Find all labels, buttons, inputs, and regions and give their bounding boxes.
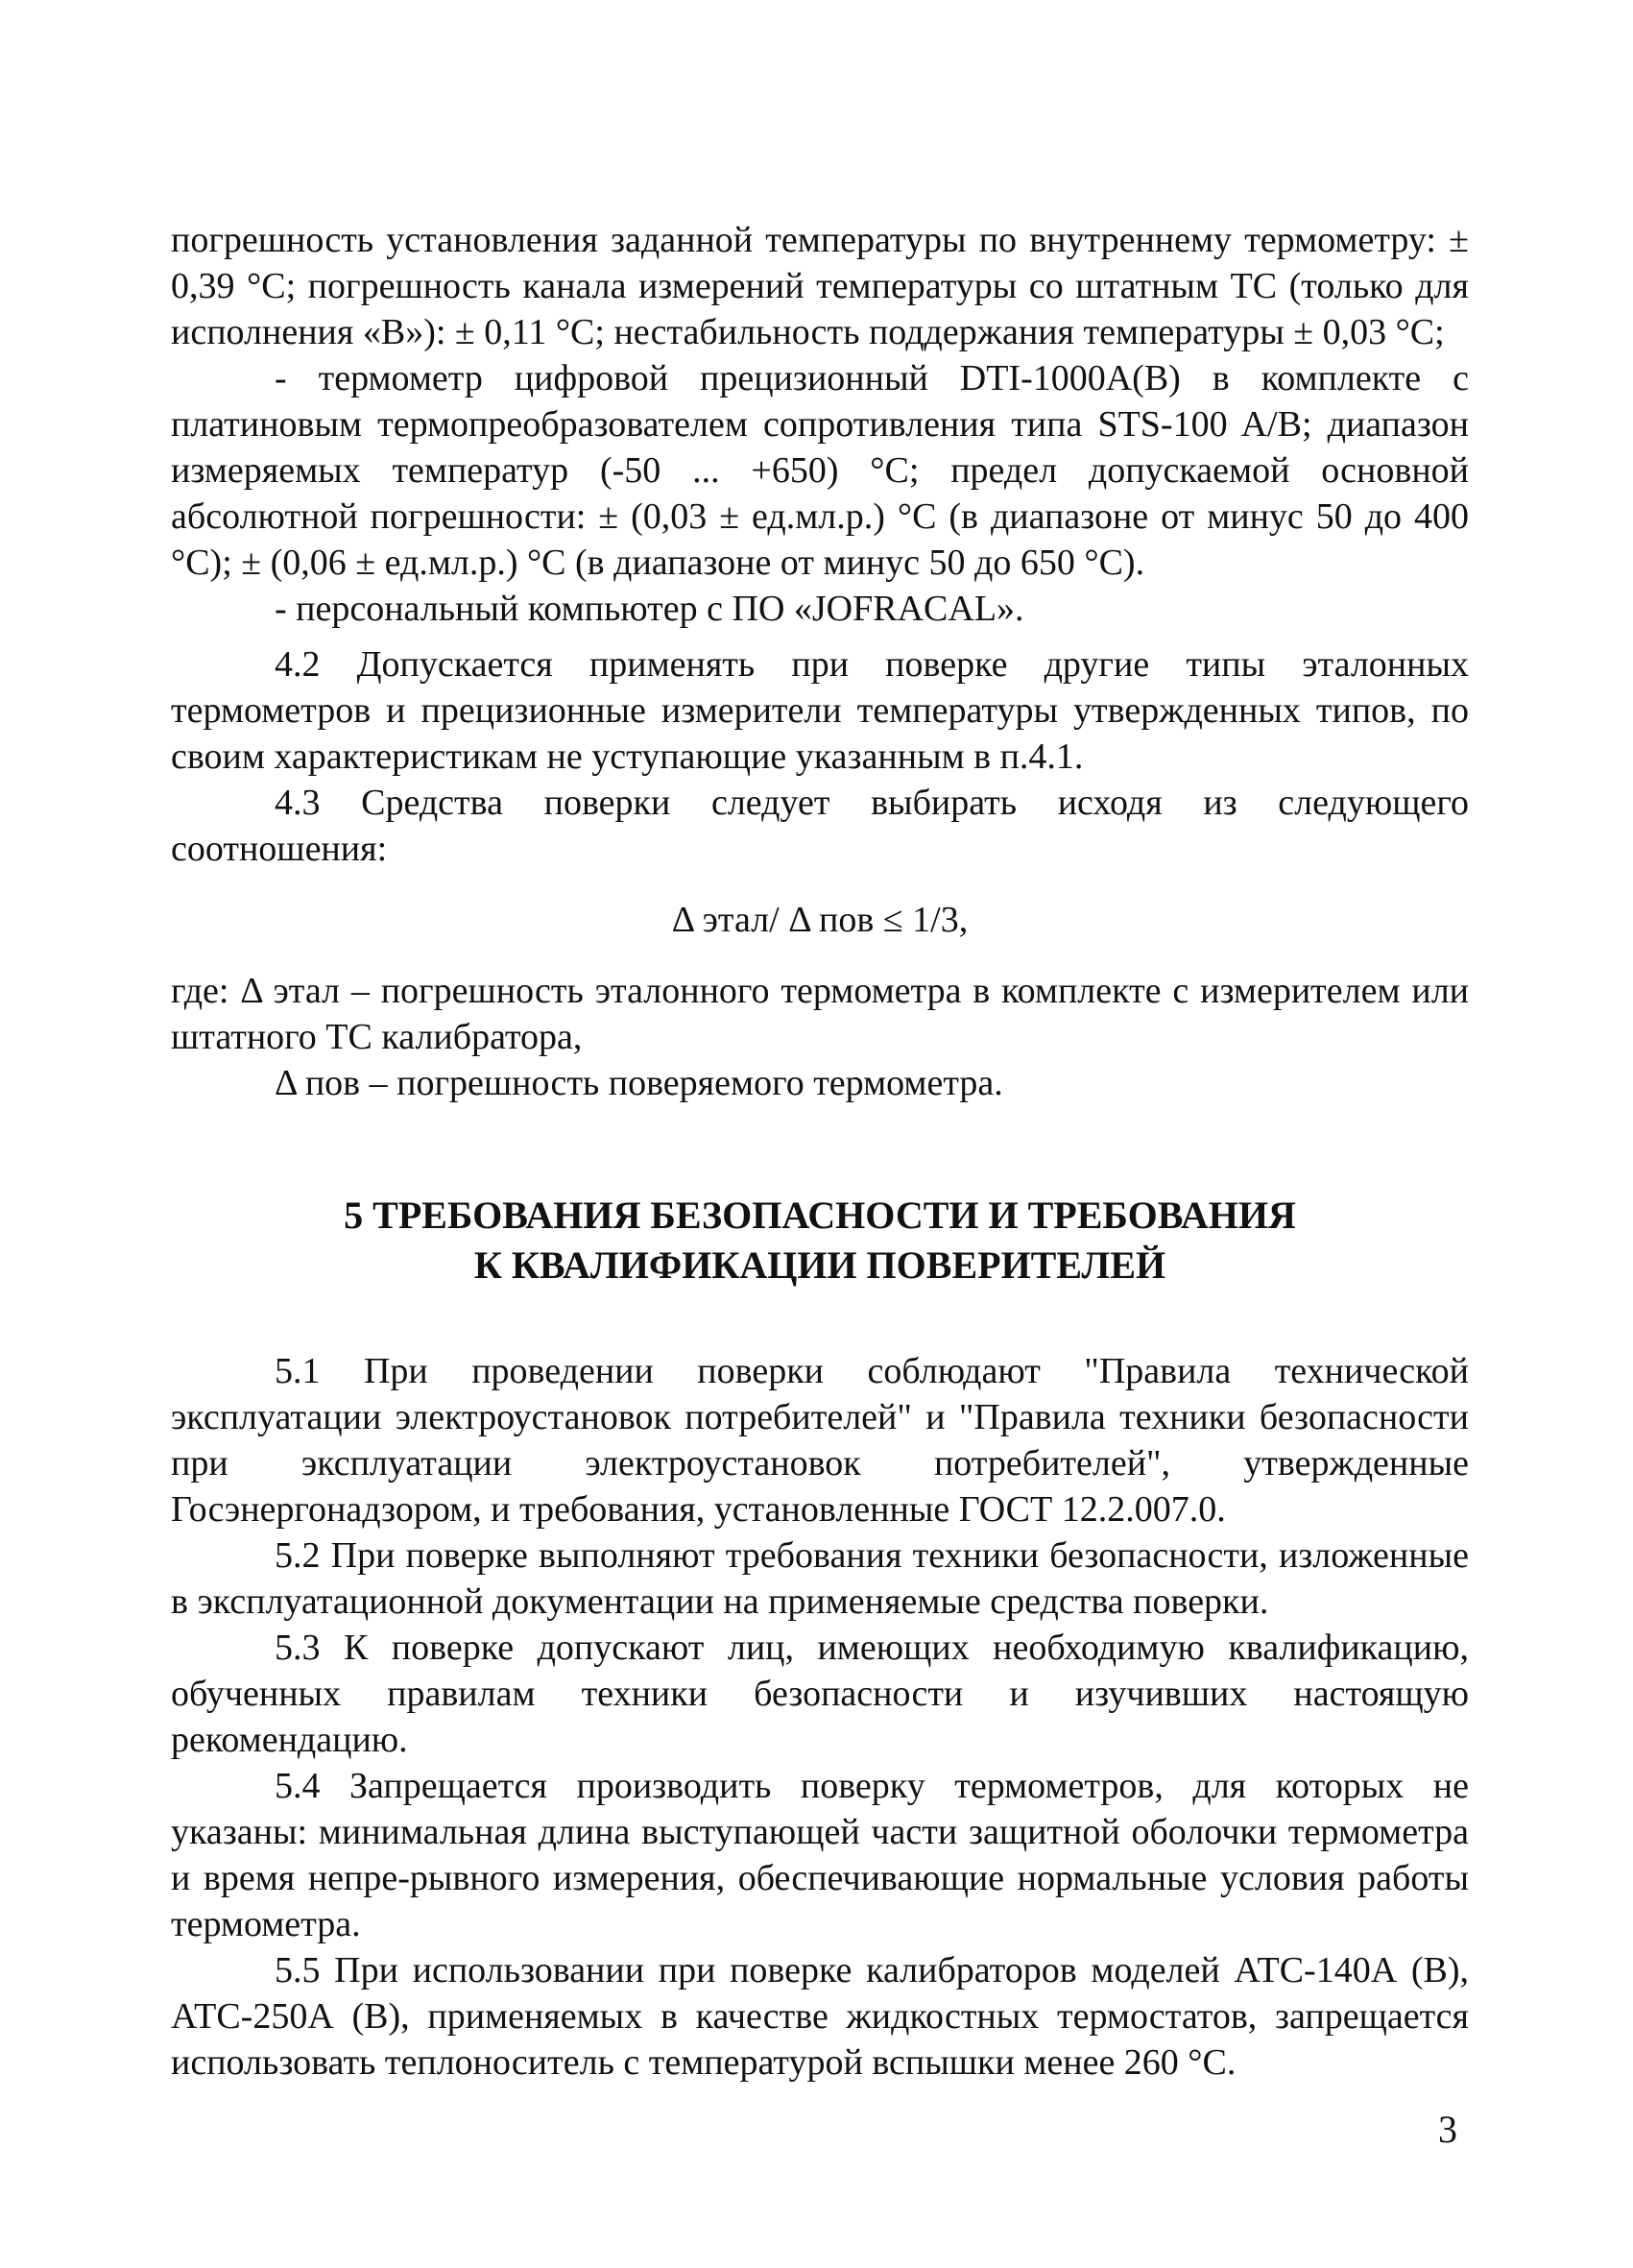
heading-line-1: 5 ТРЕБОВАНИЯ БЕЗОПАСНОСТИ И ТРЕБОВАНИЯ	[344, 1194, 1296, 1237]
page-content	[171, 217, 1469, 2086]
heading-line-2: К КВАЛИФИКАЦИИ ПОВЕРИТЕЛЕЙ	[473, 1243, 1166, 1287]
paragraph-pc-software: - персональный компьютер с ПО «JOFRACAL».	[275, 589, 1024, 629]
where-line-etal: где: Δ этал – погрешность эталонного термометра в комплекте с измерителем или штатного ТС калибратора,	[171, 971, 1469, 1057]
paragraph-4-2: 4.2 Допускается применять при поверке другие типы эталонных термометров и прецизионные измерители температуры утвержденных типов, по своим характеристикам не уступающие указанным в п.4.1.	[171, 644, 1469, 777]
paragraph-4-3: 4.3 Средства поверки следует выбирать исходя из следующего соотношения:	[171, 783, 1469, 869]
page-number: 3	[1438, 2108, 1457, 2151]
where-line-pov: Δ пов – погрешность поверяемого термометра.	[275, 1063, 1003, 1103]
paragraph-5-1: 5.1 При проведении поверки соблюдают "Правила технической эксплуатации электроустановок потребителей" и "Правила техники безопасности при эксплуатации электроустановок потребителей", утвержденные Госэнергонадзором, и требования, установленные ГОСТ 12.2.007.0.	[171, 1351, 1469, 1530]
paragraph-5-2: 5.2 При поверке выполняют требования техники безопасности, изложенные в эксплуатационной документации на применяемые средства поверки.	[171, 1535, 1469, 1622]
paragraph-dti-thermometer: - термометр цифровой прецизионный DTI-1000A(B) в комплекте с платиновым термопреобразователем сопротивления типа STS-100 A/B; диапазон измеряемых температур (-50 ... +650) °С; предел допускаемой основной абсолютной погрешности: ± (0,03 ± ед.мл.р.) °С (в диапазоне от минус 50 до 400 °С); ± (0,06 ± ед.мл.р.) °С (в диапазоне от минус 50 до 650 °С).	[171, 358, 1469, 583]
where-definitions	[171, 968, 1469, 1106]
section-5-heading	[171, 1191, 1469, 1291]
paragraph-5-5: 5.5 При использовании при поверке калибраторов моделей АТС-140А (В), АТС-250А (В), применяемых в качестве жидкостных термостатов, запрещается использовать теплоноситель с температурой вспышки менее 260 °С.	[171, 1950, 1469, 2083]
paragraph-temperature-error: погрешность установления заданной температуры по внутреннему термометру: ± 0,39 °С; погрешность канала измерений температуры со штатным ТС (только для исполнения «В»): ± 0,11 °С; нестабильность поддержания температуры ± 0,03 °С;	[171, 220, 1469, 352]
formula-ratio: Δ этал/ Δ пов ≤ 1/3,	[671, 900, 969, 940]
paragraph-5-4: 5.4 Запрещается производить поверку термометров, для которых не указаны: минимальная длина выступающей части защитной оболочки термометра и время непре-рывного измерения, обеспечивающие нормальные условия работы термометра.	[171, 1766, 1469, 1944]
paragraph-5-3: 5.3 К поверке допускают лиц, имеющих необходимую квалификацию, обученных правилам техники безопасности и изучивших настоящую рекомендацию.	[171, 1628, 1469, 1760]
